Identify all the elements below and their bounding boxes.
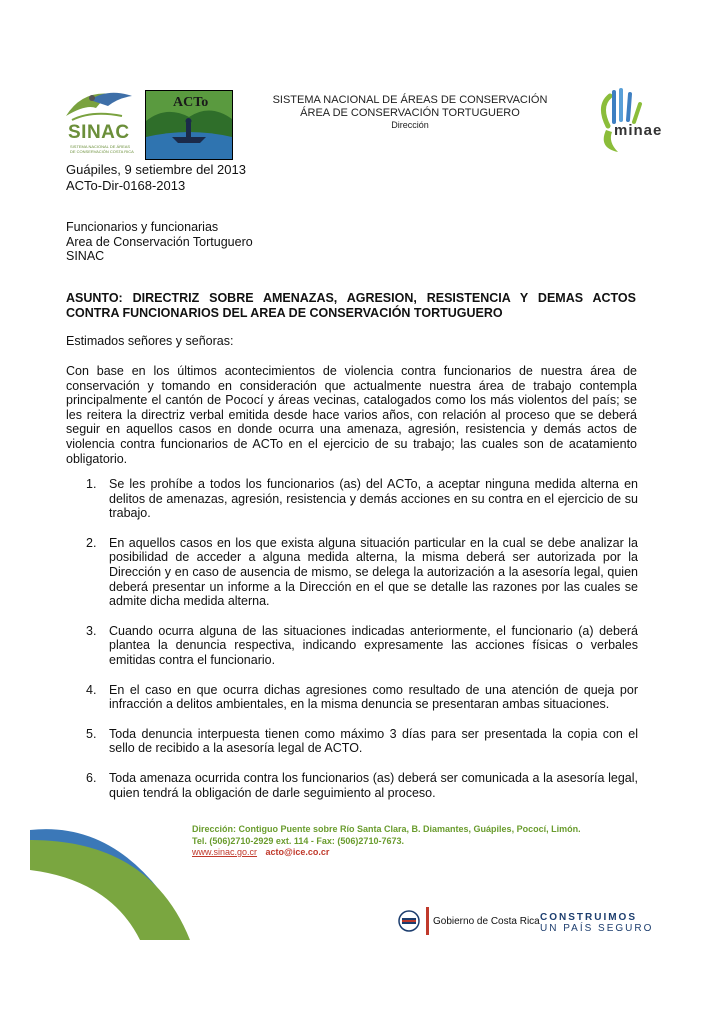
list-item xyxy=(86,536,638,609)
recipient-line-3: SINAC xyxy=(66,249,105,263)
footer-address-block xyxy=(192,824,581,859)
gobierno-divider xyxy=(426,907,429,935)
minae-logo xyxy=(588,86,680,158)
list-item-number: 2. xyxy=(86,535,97,550)
sinac-logo xyxy=(62,86,138,160)
list-item xyxy=(86,771,638,800)
sinac-logo-subtext: SISTEMA NACIONAL DE ÁREAS DE CONSERVACIÓN COSTA RICA xyxy=(70,144,134,154)
list-item-text: Cuando ocurra alguna de las situaciones indicadas anteriormente, el funcionario (a) deberá plantea la denuncia respectiva, indicando expresamente las acciones físicas o verbales emitidas contra el funcionario. xyxy=(109,623,638,667)
recipient-line-2: Area de Conservación Tortuguero xyxy=(66,234,253,249)
directive-list xyxy=(86,477,638,815)
gobierno-text: Gobierno de Costa Rica xyxy=(433,915,540,927)
footer-arc-decoration xyxy=(0,800,200,940)
letter-subject: ASUNTO: DIRECTRIZ SOBRE AMENAZAS, AGRESION, RESISTENCIA Y DEMAS ACTOS CONTRA FUNCIONARIOS DEL AREA DE CONSERVACIÓN TORTUGUERO xyxy=(66,291,636,320)
letter-date: Guápiles, 9 setiembre del 2013 xyxy=(66,162,246,177)
acto-logo xyxy=(145,90,233,160)
list-item-text: En el caso en que ocurra dichas agresiones como resultado de una atención de queja por infracción a delitos ambientales, en la misma denuncia se presentaran ambas situaciones. xyxy=(109,682,638,712)
sinac-logo-text: SINAC xyxy=(68,122,130,143)
list-item-text: Toda amenaza ocurrida contra los funcionarios (as) deberá ser comunicada a la asesoría legal, quien tendrá la obligación de darle seguimiento al proceso. xyxy=(109,770,638,800)
acto-logo-text: ACTo xyxy=(173,95,209,110)
minae-logo-text: minae xyxy=(614,122,663,139)
sinac-bird-icon xyxy=(62,86,138,126)
recipient-line-1: Funcionarios y funcionarias xyxy=(66,220,219,234)
slogan-line-1: CONSTRUIMOS xyxy=(540,912,637,923)
letterhead-title xyxy=(260,94,560,132)
list-item-text: Toda denuncia interpuesta tienen como máximo 3 días para ser presentada la copia con el sello de recibido a la asesoría legal de ACTO. xyxy=(109,726,638,756)
list-item xyxy=(86,624,638,668)
recipient-block xyxy=(66,220,253,264)
list-item-number: 4. xyxy=(86,682,97,697)
letterhead-line-3: Dirección xyxy=(391,120,429,130)
list-item-text: En aquellos casos en los que exista alguna situación particular en la cual se debe analizar la posibilidad de acceder a alguna medida alterna, la misma deberá ser autorizada por la Dirección y en caso de ausencia de mismo, se delega la autorización a la asesoría legal, quien deberá presentar un informe a la Dirección en el que se detalle las razones por las cuales se admite dicha medida alterna. xyxy=(109,535,638,609)
list-item-text: Se les prohíbe a todos los funcionarios (as) del ACTo, a aceptar ninguna medida alterna en delitos de amenazas, agresión, resistencia y demás acciones en su contra en el ejercicio de su trabajo. xyxy=(109,477,638,521)
footer-website-link[interactable]: www.sinac.go.cr xyxy=(192,847,258,857)
slogan-line-2: UN PAÍS SEGURO xyxy=(540,923,654,934)
slogan xyxy=(540,912,653,934)
list-item-number: 1. xyxy=(86,477,97,491)
list-item-number: 3. xyxy=(86,623,97,638)
costa-rica-seal-icon xyxy=(398,910,420,932)
footer-email[interactable]: acto@ice.co.cr xyxy=(265,847,330,857)
footer-phone: Tel. (506)2710-2929 ext. 114 - Fax: (506)2710-7673. xyxy=(192,835,404,846)
list-item-number: 5. xyxy=(86,726,97,741)
footer-address: Dirección: Contiguo Puente sobre Río Santa Clara, B. Diamantes, Guápiles, Pococí, Limón. xyxy=(192,824,581,834)
list-item xyxy=(86,477,638,521)
intro-paragraph: Con base en los últimos acontecimientos de violencia contra funcionarios de nuestra área de conservación y tomando en consideración que actualmente nuestra área de trabajo contempla principalmente el cantón de Pococí y áreas vecinas, catalogados como los más violentos del país; se les reitera la directriz verbal emitida desde hace varios años, con relación al proceso que se deberá seguir en aquellos casos en donde ocurra una amenaza, agresión, resistencia y demás actos de violencia contra funcionarios de ACTo en el ejercicio de su trabajo; las cuales son de acatamiento obligatorio. xyxy=(66,364,637,466)
list-item-number: 6. xyxy=(86,770,97,785)
letter-reference: ACTo-Dir-0168-2013 xyxy=(66,178,186,193)
list-item xyxy=(86,727,638,756)
gobierno-logo xyxy=(398,906,540,936)
list-item xyxy=(86,683,638,712)
letterhead-line-1: SISTEMA NACIONAL DE ÁREAS DE CONSERVACIÓN xyxy=(272,94,548,106)
date-reference-block xyxy=(66,162,246,194)
letterhead-line-2: ÁREA DE CONSERVACIÓN TORTUGUERO xyxy=(300,106,520,119)
letter-salutation: Estimados señores y señoras: xyxy=(66,334,234,348)
